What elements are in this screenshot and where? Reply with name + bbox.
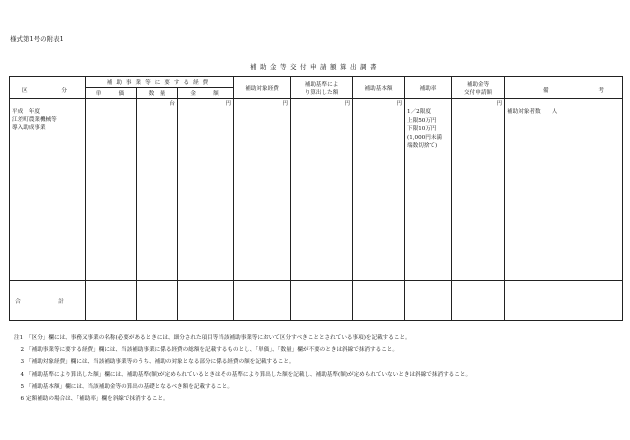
document-title: 補助金等交付申請額算出調書 bbox=[250, 63, 380, 71]
application-amount-cell: 円 bbox=[452, 99, 505, 281]
note-item: 注1 「区分」欄には、事務又事業の名称(必要があるときには、細分された項目等当該補助事業等において区分すべきこととされている事項)を記載すること。 bbox=[14, 335, 411, 341]
header-project-cost: 補助事業等に要する経費 bbox=[86, 77, 234, 88]
total-standard-amount bbox=[291, 281, 353, 321]
total-row bbox=[10, 281, 623, 321]
quantity-cell: 台 bbox=[137, 99, 178, 281]
note-item: 5 「補助基本額」欄には、当該補助金等の算出の基礎となるべき額を記載すること。 bbox=[20, 383, 233, 390]
header-eligible-cost: 補助対象経費 bbox=[234, 77, 291, 99]
header-standard-amount: 補助基準によ り算出した額 bbox=[291, 77, 353, 99]
total-label: 合 計 bbox=[10, 281, 86, 321]
kubun-cell: 平成 年度 江差町農業機械等 導入助成事業 bbox=[10, 99, 86, 281]
total-remarks bbox=[505, 281, 623, 321]
subsidy-rate-cell: 1／2限度 上限50万円 下限10万円 (1,000円未満 端数切捨て) bbox=[405, 99, 452, 281]
eligible-cost-cell: 円 bbox=[234, 99, 291, 281]
total-application-amount bbox=[452, 281, 505, 321]
total-unit-price bbox=[86, 281, 137, 321]
header-quantity: 数 量 bbox=[137, 88, 178, 99]
standard-amount-cell: 円 bbox=[291, 99, 353, 281]
header-application-amount: 補助金等 交付申請額 bbox=[452, 77, 505, 99]
total-eligible-cost bbox=[234, 281, 291, 321]
total-quantity bbox=[137, 281, 178, 321]
note-item: 2 「補助事業等に要する経費」欄には、当該補助事業に係る経費の総額を記載するものとし、「単価」、「数量」欄が不要のときは斜線で抹消すること。 bbox=[20, 347, 398, 354]
header-subsidy-rate: 補助率 bbox=[405, 77, 452, 99]
total-amount bbox=[178, 281, 234, 321]
total-subsidy-rate bbox=[405, 281, 452, 321]
remarks-cell: 補助対象者数 人 bbox=[505, 99, 623, 281]
unit-price-cell bbox=[86, 99, 137, 281]
total-base-amount bbox=[353, 281, 405, 321]
header-amount: 金 額 bbox=[178, 88, 234, 99]
calculation-table bbox=[9, 76, 623, 321]
header-unit-price: 単 価 bbox=[86, 88, 137, 99]
note-item: 3 「補助対象経費」欄には、当該補助事業等のうち、補助の対象となる部分に係る経費の額を記載すること。 bbox=[20, 359, 295, 366]
note-item: 6 定額補助の場合は、「補助率」欄を斜線で抹消すること。 bbox=[20, 396, 169, 403]
amount-cell: 円 bbox=[178, 99, 234, 281]
form-id: 様式第1号の附表1 bbox=[10, 35, 64, 43]
header-remarks: 備 考 bbox=[505, 77, 623, 99]
base-amount-cell: 円 bbox=[353, 99, 405, 281]
notes bbox=[10, 332, 471, 405]
header-base-amount: 補助基本額 bbox=[353, 77, 405, 99]
note-item: 4 「補助基準により算出した額」欄には、補助基準(額)が定められているときはその基準により算出した額を記載し、補助基準(額)が定められていないときは斜線で抹消すること。 bbox=[20, 371, 472, 378]
header-kubun: 区 分 bbox=[10, 77, 86, 99]
table-row bbox=[10, 99, 623, 281]
